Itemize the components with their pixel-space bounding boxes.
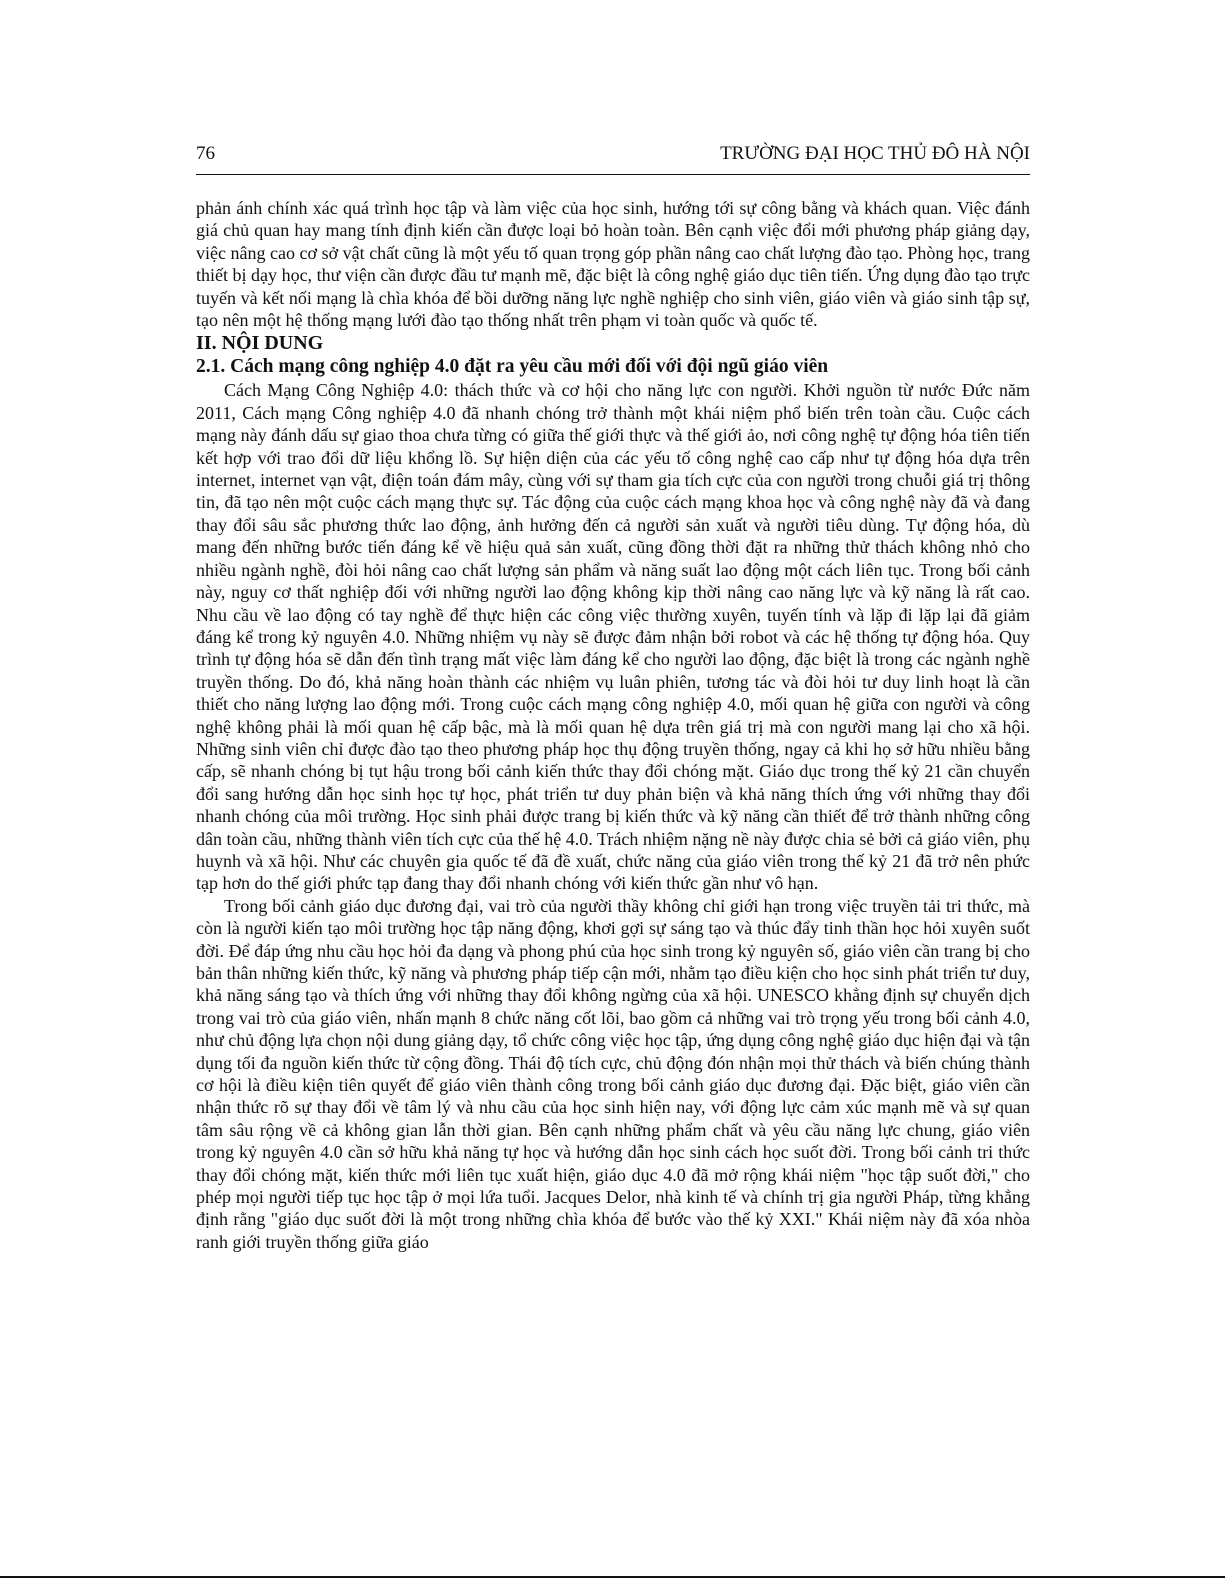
intro-paragraph: phản ánh chính xác quá trình học tập và làm việc của học sinh, hướng tới sự công bằng và khách quan. Việc đánh giá chủ quan hay mang tính định kiến cần được loại bỏ hoàn toàn. Bên cạnh việc đổi mới phương pháp giảng dạy, việc nâng cao cơ sở vật chất cũng là một yếu tố quan trọng góp phần nâng cao chất lượng đào tạo. Phòng học, trang thiết bị dạy học, thư viện cần được đầu tư mạnh mẽ, đặc biệt là công nghệ giáo dục tiên tiến. Ứng dụng đào tạo trực tuyến và kết nối mạng là chìa khóa để bồi dưỡng năng lực nghề nghiệp cho sinh viên, giáo viên và giáo sinh tập sự, tạo nên một hệ thống mạng lưới đào tạo thống nhất trên phạm vi toàn quốc và quốc tế.	[196, 198, 1030, 331]
subsection-heading: 2.1. Cách mạng công nghiệp 4.0 đặt ra yêu cầu mới đối với đội ngũ giáo viên	[196, 356, 829, 378]
body-paragraph: Cách Mạng Công Nghiệp 4.0: thách thức và cơ hội cho năng lực con người. Khởi nguồn từ nước Đức năm 2011, Cách mạng Công nghiệp 4.0 đã nhanh chóng trở thành một khái niệm phổ biến trên toàn cầu. Cuộc cách mạng này đánh dấu sự giao thoa chưa từng có giữa thế giới thực và thế giới ảo, nơi công nghệ tự động hóa tiên tiến kết hợp với trao đổi dữ liệu khổng lồ. Sự hiện diện của các yếu tố công nghệ cao cấp như tự động hóa dựa trên internet, internet vạn vật, điện toán đám mây, cùng với sự tham gia tích cực của con người trong chuỗi giá trị thông tin, đã tạo nên một cuộc cách mạng thực sự. Tác động của cuộc cách mạng khoa học và công nghệ này đã và đang thay đổi sâu sắc phương thức lao động, ảnh hưởng đến cả người sản xuất và người tiêu dùng. Tự động hóa, dù mang đến những bước tiến đáng kể về hiệu quả sản xuất, cũng đồng thời đặt ra những thử thách không nhỏ cho nhiều ngành nghề, đòi hỏi nâng cao chất lượng sản phẩm và năng suất lao động một cách liên tục. Trong bối cảnh này, nguy cơ thất nghiệp đối với những người lao động không kịp thời nâng cao năng lực và kỹ năng là rất cao. Nhu cầu về lao động có tay nghề để thực hiện các công việc thường xuyên, tuyến tính và lặp đi lặp lại đã giảm đáng kể trong kỷ nguyên 4.0. Những nhiệm vụ này sẽ được đảm nhận bởi robot và các hệ thống tự động hóa. Quy trình tự động hóa sẽ dẫn đến tình trạng mất việc làm đáng kể cho người lao động, đặc biệt là trong các ngành nghề truyền thống. Do đó, khả năng hoàn thành các nhiệm vụ luân phiên, tương tác và đòi hỏi tư duy linh hoạt là cần thiết cho năng lượng lao động mới. Trong cuộc cách mạng công nghiệp 4.0, mối quan hệ giữa con người và công nghệ không phải là mối quan hệ cấp bậc, mà là mối quan hệ dựa trên giá trị mà con người mang lại cho xã hội. Những sinh viên chỉ được đào tạo theo phương pháp học thụ động truyền thống, ngay cả khi họ sở hữu nhiều bằng cấp, sẽ nhanh chóng bị tụt hậu trong bối cảnh kiến thức thay đổi chóng mặt. Giáo dục trong thế kỷ 21 cần chuyển đổi sang hướng dẫn học sinh học tự học, phát triển tư duy phản biện và khả năng thích ứng với những thay đổi nhanh chóng của môi trường. Học sinh phải được trang bị kiến thức và kỹ năng cần thiết để trở thành những công dân toàn cầu, những thành viên tích cực của thế hệ 4.0. Trách nhiệm nặng nề này được chia sẻ bởi cả giáo viên, phụ huynh và xã hội. Như các chuyên gia quốc tế đã đề xuất, chức năng của giáo viên trong thế kỷ 21 đã trở nên phức tạp hơn do thế giới phức tạp đang thay đổi nhanh chóng với kiến thức gần như vô hạn.	[196, 380, 1030, 894]
page-number: 76	[196, 143, 215, 164]
journal-name: TRƯỜNG ĐẠI HỌC THỦ ĐÔ HÀ NỘI	[720, 143, 1030, 164]
section-heading: II. NỘI DUNG	[196, 332, 324, 355]
body-paragraph: Trong bối cảnh giáo dục đương đại, vai trò của người thầy không chỉ giới hạn trong việc truyền tải tri thức, mà còn là người kiến tạo môi trường học tập năng động, khơi gợi sự sáng tạo và thúc đẩy tinh thần học hỏi xuyên suốt đời. Để đáp ứng nhu cầu học hỏi đa dạng và phong phú của học sinh trong kỷ nguyên số, giáo viên cần trang bị cho bản thân những kiến thức, kỹ năng và phương pháp tiếp cận mới, nhằm tạo điều kiện cho học sinh phát triển tư duy, khả năng sáng tạo và thích ứng với những thay đổi không ngừng của xã hội. UNESCO khẳng định sự chuyển dịch trong vai trò của giáo viên, nhấn mạnh 8 chức năng cốt lõi, bao gồm cả những vai trò trọng yếu trong bối cảnh 4.0, như chủ động lựa chọn nội dung giảng dạy, tổ chức công việc học tập, ứng dụng công nghệ giáo dục hiện đại và tận dụng tối đa nguồn kiến thức từ cộng đồng. Thái độ tích cực, chủ động đón nhận mọi thử thách và biến chúng thành cơ hội là điều kiện tiên quyết để giáo viên thành công trong bối cảnh giáo dục đương đại. Đặc biệt, giáo viên cần nhận thức rõ sự thay đổi về tâm lý và nhu cầu của học sinh hiện nay, với động lực cảm xúc mạnh mẽ và sự quan tâm sâu rộng về cả không gian lẫn thời gian. Bên cạnh những phẩm chất và yêu cầu năng lực chung, giáo viên trong kỷ nguyên 4.0 cần sở hữu khả năng tự học và hướng dẫn học sinh cách học suốt đời. Trong bối cảnh tri thức thay đổi chóng mặt, kiến thức mới liên tục xuất hiện, giáo dục 4.0 đã mở rộng khái niệm "học tập suốt đời," cho phép mọi người tiếp tục học tập ở mọi lứa tuổi. Jacques Delor, nhà kinh tế và chính trị gia người Pháp, từng khẳng định rằng "giáo dục suốt đời là một trong những chìa khóa để bước vào thế kỷ XXI." Khái niệm này đã xóa nhòa ranh giới truyền thống giữa giáo	[196, 895, 1030, 1252]
bottom-rule	[0, 1576, 1225, 1578]
page-header	[196, 142, 1030, 175]
page-body	[196, 197, 1030, 1253]
